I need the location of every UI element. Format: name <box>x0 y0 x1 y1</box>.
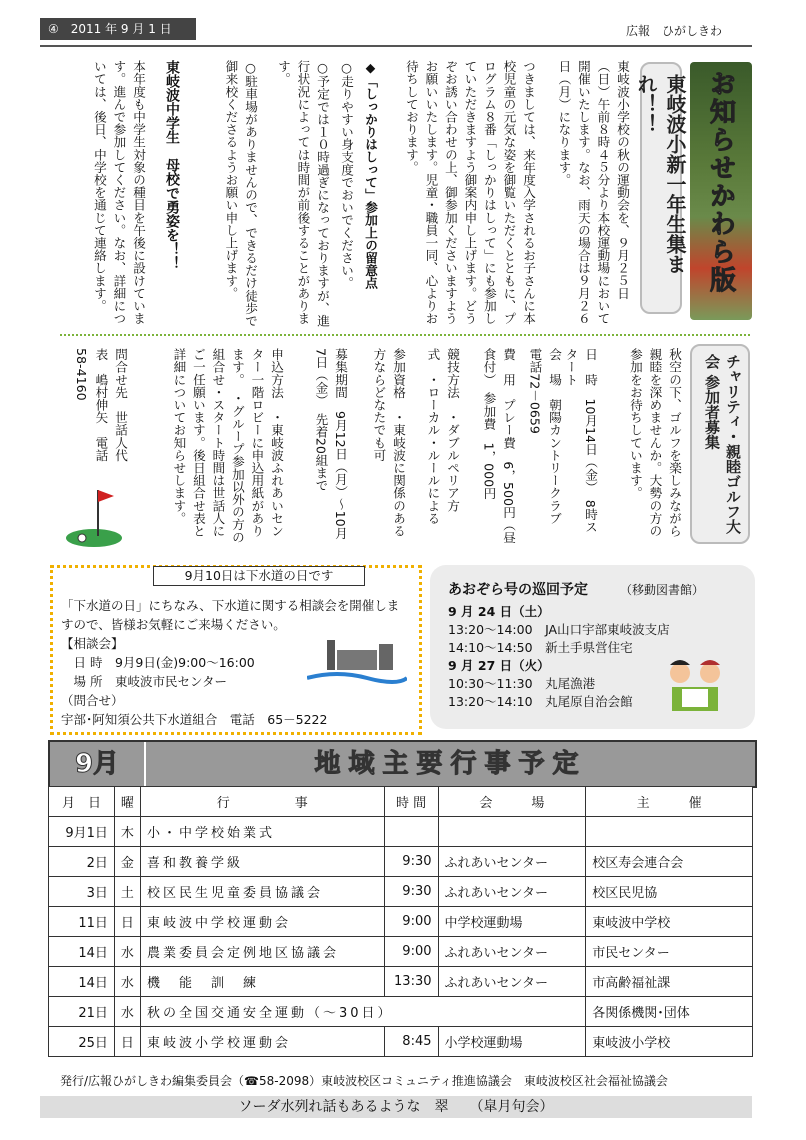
cell-venue: ふれあいセンター <box>438 937 586 967</box>
stop-place: 丸尾漁港 <box>545 676 596 691</box>
table-row <box>49 847 753 877</box>
cell-date: 11日 <box>49 907 115 937</box>
table-row <box>49 967 753 997</box>
cell-venue: 中学校運動場 <box>438 907 586 937</box>
library-title: あおぞら号の巡回予定 <box>448 582 588 598</box>
cell-date: 21日 <box>49 997 115 1027</box>
stop-place: 丸尾原自治会館 <box>545 694 633 709</box>
cell-time <box>384 817 438 847</box>
library-date: 9 月 27 日（火） <box>448 658 550 673</box>
library-subtitle: （移動図書館） <box>620 583 705 597</box>
section-divider <box>60 334 750 336</box>
stop-time: 13:20～14:00 <box>448 622 533 637</box>
cell-event: 機 能 訓 練 <box>140 967 384 997</box>
cell-organizer: 東岐波中学校 <box>586 907 753 937</box>
sewer-line: すので、皆様お気軽にご来場ください。 <box>61 617 286 632</box>
stop-time: 14:10～14:50 <box>448 640 533 655</box>
table-row <box>49 907 753 937</box>
cell-event: 校区民生児童委員協議会 <box>140 877 384 907</box>
haiku-banner: ソーダ水列れ話もあるような 翠 （皐月句会） <box>40 1096 752 1118</box>
library-stop <box>448 693 670 711</box>
article2-item-date: 日 時 10月14日（金） 8時スタート <box>563 348 598 533</box>
article2-item-eligibility: 参加資格 ・東岐波に関係のある方ならどなたでも可 <box>371 348 406 537</box>
cell-date: 25日 <box>49 1027 115 1057</box>
cell-weekday: 日 <box>114 907 140 937</box>
article2-item-apply: 申込方法 ・東岐波ふれあいセンター一階ロビーに申込用紙があります。 ・グループ参加以外の方の組合せ・スタート時間は世話人にご一任願います。後日組合せ表と詳細についてお知らせします。 <box>171 348 284 544</box>
sewer-notice <box>50 565 422 735</box>
schedule-title: 地域主要行事予定 <box>146 742 755 786</box>
cell-venue <box>438 817 586 847</box>
library-stop <box>448 639 670 657</box>
sewer-notice-title: 9月10日は下水道の日です <box>153 566 365 586</box>
cell-organizer: 東岐波小学校 <box>586 1027 753 1057</box>
article1-paragraph-2: つきましては、来年度入学されるお子さんに本校児童の元気な姿を御覧いただくとともに、プログラム８番「しっかりはしって」にも参加していただきますよう御案内申し上げます。どうぞお誘い合わせの上、御参加くださいますようお願いいたします。児童・職員一同、心よりお待ちしております。 <box>403 60 536 325</box>
library-stops <box>448 603 670 711</box>
sewer-line: 「下水道の日」にちなみ、下水道に関する相談会を開催しま <box>61 598 400 613</box>
stop-place: 新土手県営住宅 <box>545 640 633 655</box>
cell-event: 秋の全国交通安全運動（～30日） <box>140 997 585 1027</box>
schedule-month: 9月 <box>50 742 144 786</box>
table-row <box>49 817 753 847</box>
stop-time: 10:30～11:30 <box>448 676 533 691</box>
article2-intro: 秋空の下、ゴルフを楽しみながら親睦を深めませんか。大勢の方の参加をお待ちしています。 <box>627 348 682 537</box>
cell-organizer: 市高齢福祉課 <box>586 967 753 997</box>
article2-item-contact: 問合せ先 世話人代表 嶋村伸矢 電話 58-4160 <box>73 348 128 475</box>
cell-organizer <box>586 817 753 847</box>
article1-note-1: ○走りやすい身支度でおいでください。 <box>339 60 354 290</box>
page-header <box>40 18 752 46</box>
sewer-line: 場 所 東岐波市民センター <box>61 674 227 689</box>
col-organizer: 主 催 <box>586 787 753 817</box>
stop-place: JA山口宇部東岐波支店 <box>545 622 670 637</box>
cell-event: 東岐波中学校運動会 <box>140 907 384 937</box>
cell-date: 14日 <box>49 937 115 967</box>
cell-venue: 小学校運動場 <box>438 1027 586 1057</box>
cell-time: 13:30 <box>384 967 438 997</box>
cell-organizer: 校区民児協 <box>586 877 753 907</box>
article2-item-rules: 競技方法 ・ダブルペリア方式 ・ローカル・ルールによる <box>425 348 460 525</box>
cell-event: 小・中学校始業式 <box>140 817 384 847</box>
cell-weekday: 水 <box>114 967 140 997</box>
cell-time: 9:00 <box>384 907 438 937</box>
stop-time: 13:20～14:10 <box>448 694 533 709</box>
publisher-info: 発行/広報ひがしきわ編集委員会（☎58-2098）東岐波校区コミュニティ推進協議会 東岐波校区社会福祉協議会 <box>60 1074 668 1088</box>
jhs-text: 本年度も中学生対象の種目を午後に設けています。進んで参加してください。なお、詳細については、後日、中学校を通じて連絡します。 <box>91 60 146 325</box>
cell-event: 東岐波小学校運動会 <box>140 1027 384 1057</box>
article1-note-2: ○予定では１０時過ぎになっておりますが、進行状況によっては時間が前後することがあります。 <box>275 60 330 327</box>
article2-heading: チャリティ・親睦ゴルフ大会 参加者募集 <box>690 344 750 544</box>
golf-icon <box>64 480 124 550</box>
cell-date: 3日 <box>49 877 115 907</box>
cell-time: 8:45 <box>384 1027 438 1057</box>
jhs-heading: 東岐波中学生 母校で勇姿を！！ <box>164 60 180 270</box>
cell-time: 9:00 <box>384 937 438 967</box>
article1-paragraph-1: 東岐波小学校の秋の運動会を、９月２５日（日）午前８時４５分より本校運動場において開催いたします。なお、雨天の場合は９月２６日（月）になります。 <box>556 60 630 325</box>
article1-heading: 東岐波小新一年生集まれ！！ <box>640 62 682 314</box>
notice-banner-title: お知らせかわら版 <box>705 70 736 294</box>
sewer-line: 日 時 9月9日(金)9:00～16:00 <box>61 655 255 670</box>
article1-note-3: ○駐車場がありませんので、できるだけ徒歩で御来校くださるようお願い申し上げます。 <box>223 60 258 327</box>
sewer-line: 【相談会】 <box>61 636 124 651</box>
publication-name: 広報 ひがしきわ <box>625 24 722 38</box>
schedule-header <box>48 740 757 788</box>
cell-time: 9:30 <box>384 877 438 907</box>
cell-weekday: 日 <box>114 1027 140 1057</box>
mobile-library-schedule <box>430 565 755 729</box>
cell-weekday: 土 <box>114 877 140 907</box>
cell-organizer: 各関係機関･団体 <box>586 997 753 1027</box>
cell-venue: ふれあいセンター <box>438 967 586 997</box>
article1-note-heading: ◆「しっかりはしって」参加上の留意点 <box>363 60 378 290</box>
cell-weekday: 水 <box>114 937 140 967</box>
cell-date: 9月1日 <box>49 817 115 847</box>
table-row <box>49 877 753 907</box>
cell-weekday: 木 <box>114 817 140 847</box>
notice-banner-photo <box>690 62 752 320</box>
cell-venue: ふれあいセンター <box>438 877 586 907</box>
col-venue: 会 場 <box>438 787 586 817</box>
cell-organizer: 市民センター <box>586 937 753 967</box>
table-row <box>49 1027 753 1057</box>
cell-weekday: 水 <box>114 997 140 1027</box>
cell-weekday: 金 <box>114 847 140 877</box>
cell-organizer: 校区寿会連合会 <box>586 847 753 877</box>
cell-event: 農業委員会定例地区協議会 <box>140 937 384 967</box>
sewer-line: （問合せ） <box>61 693 124 708</box>
table-row <box>49 937 753 967</box>
sewer-plant-icon <box>307 630 407 690</box>
col-weekday: 曜 <box>114 787 140 817</box>
article2-item-venue: 会 場 朝陽カントリークラブ 電話72－0659 <box>527 348 562 538</box>
article2-item-fee: 費 用 プレー費 6，500円（昼食付） 参加費 1，000円 <box>481 348 516 544</box>
cell-venue: ふれあいセンター <box>438 847 586 877</box>
col-event: 行 事 <box>140 787 384 817</box>
table-row <box>49 997 753 1027</box>
issue-date: ④ 2011 年 9 月 1 日 <box>40 18 196 40</box>
cell-event: 喜和教養学級 <box>140 847 384 877</box>
col-time: 時 間 <box>384 787 438 817</box>
cell-date: 2日 <box>49 847 115 877</box>
header-divider <box>40 45 752 47</box>
schedule-table <box>48 786 753 1057</box>
sewer-line: 宇部･阿知須公共下水道組合 電話 65－5222 <box>61 712 328 727</box>
col-date: 月 日 <box>49 787 115 817</box>
children-reading-icon <box>660 655 730 715</box>
cell-time: 9:30 <box>384 847 438 877</box>
library-date: 9 月 24 日（土） <box>448 604 550 619</box>
article2-item-period: 募集期間 9月12日（月）～10月7日（金） 先着20組まで <box>313 348 348 540</box>
library-stop <box>448 621 670 639</box>
cell-date: 14日 <box>49 967 115 997</box>
library-stop <box>448 675 670 693</box>
schedule-header-row <box>49 787 753 817</box>
